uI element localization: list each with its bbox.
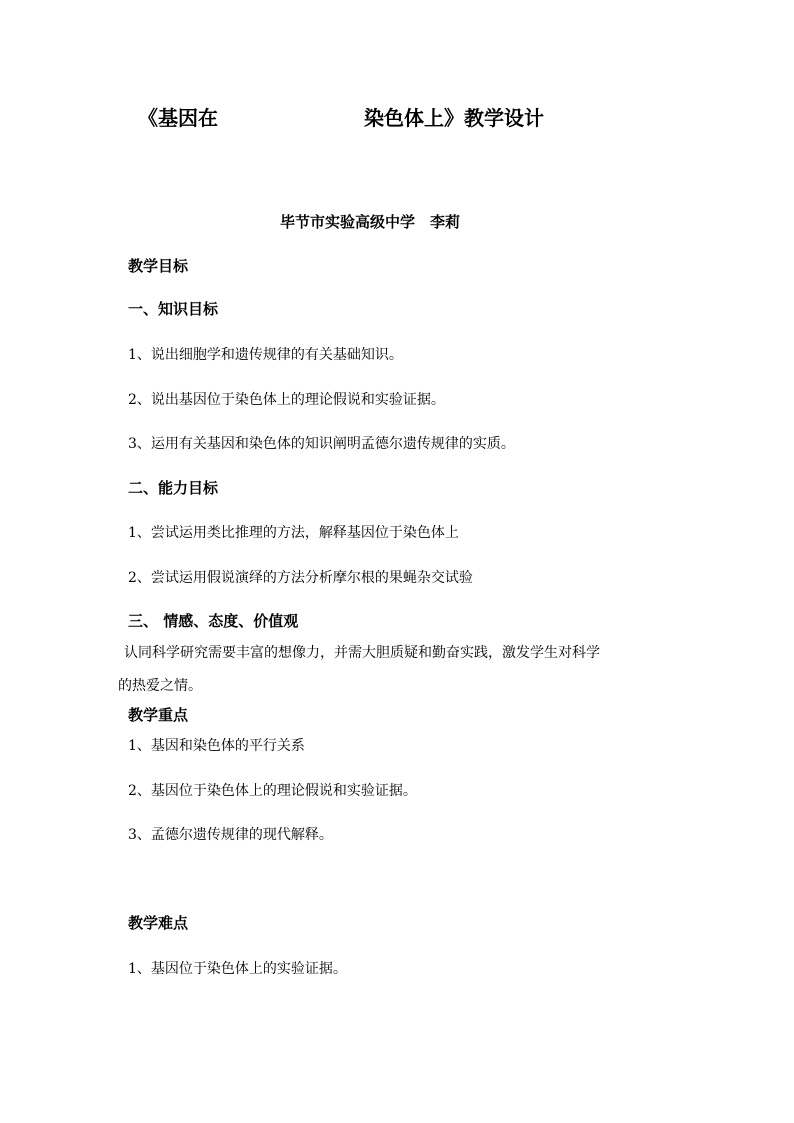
difficulties-heading: 教学难点	[128, 914, 189, 932]
emotion-heading: 三、 情感、态度、价值观	[128, 612, 299, 630]
title-part-1: 《基因在	[138, 106, 218, 130]
difficulty-item: 1、基因位于染色体上的实验证据。	[128, 961, 347, 977]
key-point-item: 2、基因位于染色体上的理论假说和实验证据。	[128, 783, 417, 799]
knowledge-item: 1、说出细胞学和遗传规律的有关基础知识。	[128, 347, 403, 363]
key-points-heading: 教学重点	[128, 706, 189, 724]
ability-heading: 二、能力目标	[128, 479, 219, 497]
emotion-paragraph-line-1: 认同科学研究需要丰富的想像力，并需大胆质疑和勤奋实践，激发学生对科学	[124, 645, 600, 661]
knowledge-item: 3、运用有关基因和染色体的知识阐明孟德尔遗传规律的实质。	[128, 436, 515, 452]
key-point-item: 3、孟德尔遗传规律的现代解释。	[128, 827, 333, 843]
emotion-paragraph-line-2: 的热爱之情。	[118, 678, 202, 694]
knowledge-heading: 一、知识目标	[128, 300, 219, 318]
key-point-item: 1、基因和染色体的平行关系	[128, 738, 305, 754]
knowledge-item: 2、说出基因位于染色体上的理论假说和实验证据。	[128, 392, 445, 408]
ability-item: 2、尝试运用假说演绎的方法分析摩尔根的果蝇杂交试验	[128, 570, 473, 586]
title-part-2: 染色体上》教学设计	[364, 106, 544, 130]
objectives-heading: 教学目标	[128, 257, 189, 275]
ability-item: 1、尝试运用类比推理的方法，解释基因位于染色体上	[128, 525, 459, 541]
author-line: 毕节市实验高级中学 李莉	[280, 213, 461, 231]
